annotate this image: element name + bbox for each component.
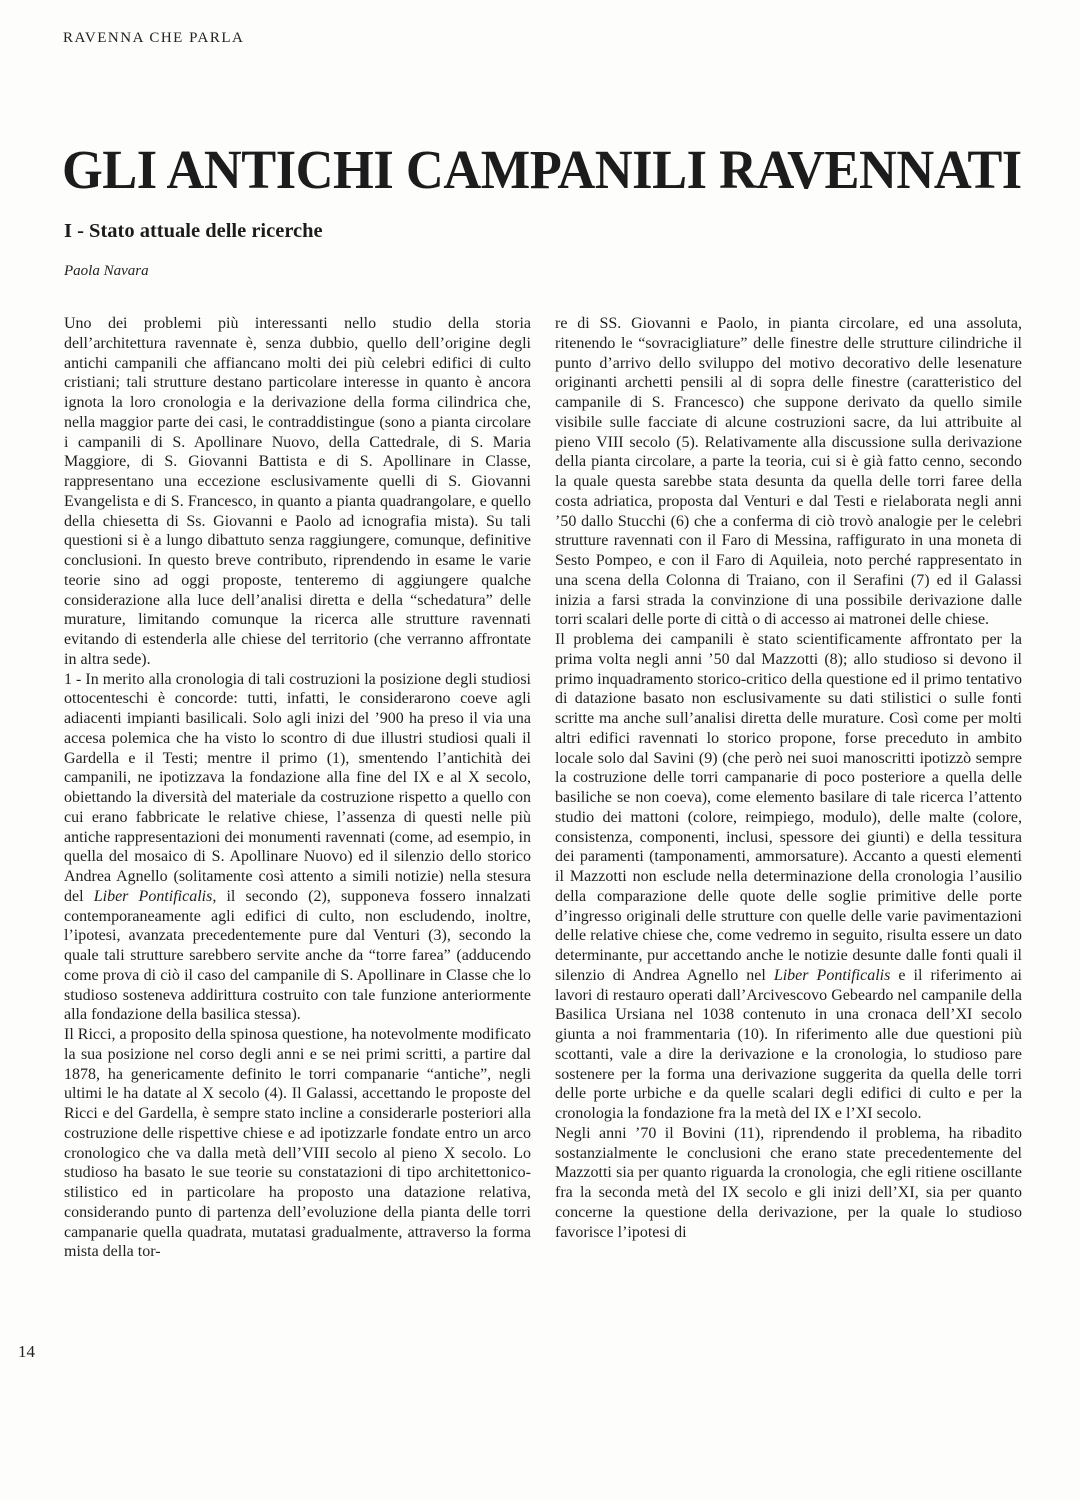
paragraph: Uno dei problemi più interessanti nello studio della storia dell’architettura ravennate è, senza dubbio, quello dell’origine degli antichi campanili che affiancano molti dei più celebri edifici di culto cristiani; tali strutture destano particolare interesse in quanto è ancora ignota la loro cronologia e la derivazione della forma cilindrica che, nella maggior parte dei casi, le contraddistingue (sono a pianta circolare i campanili di S. Apollinare Nuovo, della Cattedrale, di S. Maria Maggiore, di S. Giovanni Battista e di S. Apollinare in Classe, rappresentano una eccezione esclusivamente quelli di S. Giovanni Evangelista e di S. Francesco, in quanto a pianta quadrangolare, e quello della chiesetta di Ss. Giovanni e Paolo ad icnografia mista). Su tali questioni si è a lungo dibattuto senza raggiungere, comunque, definitive conclusioni. In questo breve contributo, riprendendo in esame le varie teorie sino ad oggi proposte, tenteremo di aggiungere qualche considerazione alla luce dell’analisi diretta e della “schedatura” delle murature, limitando comunque la ricerca alle strutture ravennati evitando di estenderla alle chiese del territorio (che verranno affrontate in altra sede). [64,315,531,668]
page-number: 14 [18,1342,35,1361]
paragraph-text: il secondo (2), supponeva fossero innalzati contemporaneamente agli edifici di culto, non escludendo, inoltre, l’ipotesi, avanzata precedentemente pure dal Venturi (3), secondo la quale tali strutture sarebbero servite anche da “torre farea” (adducendo come prova di ciò il caso del campanile di S. Apollinare in Classe che lo studioso sosteneva addirittura costruito con tale funzione anteriormente alla fondazione della basilica stessa). [64,887,532,1024]
article-title: GLI ANTICHI CAMPANILI RAVENNATI [62,139,1022,200]
text-column-right [555,314,1022,1242]
paragraph-text: Il problema dei campanili è stato scientificamente affrontato per la prima volta negli anni ’50 dal Mazzotti (8); allo studioso si devono il primo inquadramento storico-critico della questione ed il primo tentativo di datazione basato non esclusivamente su dati stilistici o sulle fonti scritte ma anche sull’analisi diretta delle murature. Così come per molti altri edifici ravennati lo storico propone, forse preceduto in ambito locale solo dal Savini (9) (che però nei suoi manoscritti ipotizzò sempre la costruzione delle torri campanarie di poco posteriore a quella delle basiliche se non coeva), come elemento basilare di tale ricerca l’attento studio dei mattoni (colore, reimpiego, modulo), delle malte (colore, consistenza, componenti, inclusi, spessore dei giunti) e della tessitura dei paramenti (tamponamenti, ammorsature). Accanto a questi elementi il Mazzotti non esclude nella determinazione della cronologia l’ausilio della comparazione delle quote delle soglie primitive delle porte d’ingresso originali delle strutture con quelle delle varie pavimentazioni delle relative chiese che, come vedremo in seguito, risulta essere un dato determinante, pur accettando anche le notizie desunte dalle fonti quali il silenzio di Andrea Agnello nel [555,631,1022,984]
paragraph: Il Ricci, a proposito della spinosa questione, ha notevolmente modificato la sua posizione nel corso degli anni e se nei primi scritti, a partire dal 1878, ha genericamente definito le torri companarie “antiche”, negli ultimi le ha datate al X secolo (4). Il Galassi, accettando le proposte del Ricci e del Gardella, è sempre stato incline a considerarle posteriori alla costruzione delle rispettive chiese e ad ipotizzarle fondate entro un arco cronologico che va dalla metà dell’VIII secolo al pieno X secolo. Lo studioso ha basato le sue teorie su constatazioni di tipo architettonico-stilistico ed in particolare ha proposto una datazione relativa, considerando punto di partenza dell’evoluzione della pianta delle torri campanarie quella quadrata, mutatasi gradualmente, attraverso la forma mista della tor- [64,1026,531,1261]
paragraph: re di SS. Giovanni e Paolo, in pianta circolare, ed una assoluta, ritenendo le “sovracigliature” delle finestre delle strutture cilindriche il punto d’arrivo dello sviluppo del motivo decorativo delle lesenature originanti archetti pensili al di sopra delle finestre (caratteristico del campanile di S. Francesco) che suppone derivato da quello simile visibile sulle facciate di alcune costruzioni sacre, da lui attribuite al pieno VIII secolo (5). Relativamente alla discussione sulla derivazione della pianta circolare, a parte la teoria, cui si è già fatto cenno, secondo la quale questa sarebbe stata desunta da quella delle torri faree della costa adriatica, proposta dal Venturi e dal Testi e rielaborata negli anni ’50 dallo Stucchi (6) che a conferma di ciò trovò analogie per le celebri strutture ravennati con il Faro di Messina, raffigurato in una moneta di Sesto Pompeo, e con il Faro di Aquileia, noto perché rappresentato in una scena della Colonna di Traiano, con il Serafini (7) ed il Galassi inizia a farsi strada la convinzione di una possibile derivazione dalle torri scalari delle porte di città o di accesso ai matronei delle chiese. [555,315,1022,629]
italic-title: Liber Pontificalis, [93,887,217,905]
paragraph-text: e il riferimento ai lavori di restauro operati dall’Arcivescovo Gebeardo nel campanile della Basilica Ursiana nel 1038 contenuto in una cronaca dell’XI secolo giunta a noi frammentaria (10). In riferimento alle due questioni più scottanti, vale a dire la derivazione e la cronologia, lo studioso pare sostenere per la forma una derivazione suggerita da quella delle torri delle porte urbiche e da quelle scalari degli edifici di culto e per la cronologia la fondazione fra la metà del IX e l’XI secolo. [555,966,1022,1122]
text-column-left [64,314,531,1262]
italic-title: Liber Pontificalis [773,966,891,984]
article-subtitle: I - Stato attuale delle ricerche [64,220,323,242]
paragraph [555,630,1022,1124]
author-byline: Paola Navara [64,263,149,279]
paragraph-text: 1 - In merito alla cronologia di tali costruzioni la posizione degli studiosi ottocenteschi è concorde: tutti, infatti, le considerarono coeve agli adiacenti impianti basilicali. Solo agli inizi del ’900 ha preso il via una accesa polemica che ha visto lo scontro di due illustri studiosi quali il Gardella e il Testi; mentre il primo (1), smentendo l’antichità dei campanili, ne ipotizzava la fondazione alla fine del IX e al X secolo, obiettando la diversità del materiale da costruzione rispetto a quello con cui erano fabbricate le relative chiese, l’assenza di questi nelle più antiche rappresentazioni dei monumenti ravennati (come, ad esempio, in quella del mosaico di S. Apollinare Nuovo) ed il silenzio dello storico Andrea Agnello (solitamente così attento a simili notizie) nella stesura del [64,670,531,905]
paragraph [64,670,531,1026]
running-head: RAVENNA CHE PARLA [63,30,245,46]
paragraph: Negli anni ’70 il Bovini (11), riprendendo il problema, ha ribadito sostanzialmente le conclusioni che erano state precedentemente del Mazzotti sia per quanto riguarda la cronologia, che egli ritiene oscillante fra la seconda metà del IX secolo e gli inizi dell’XI, sia per quanto concerne la questione della derivazione, per la quale lo studioso favorisce l’ipotesi di [555,1124,1022,1241]
